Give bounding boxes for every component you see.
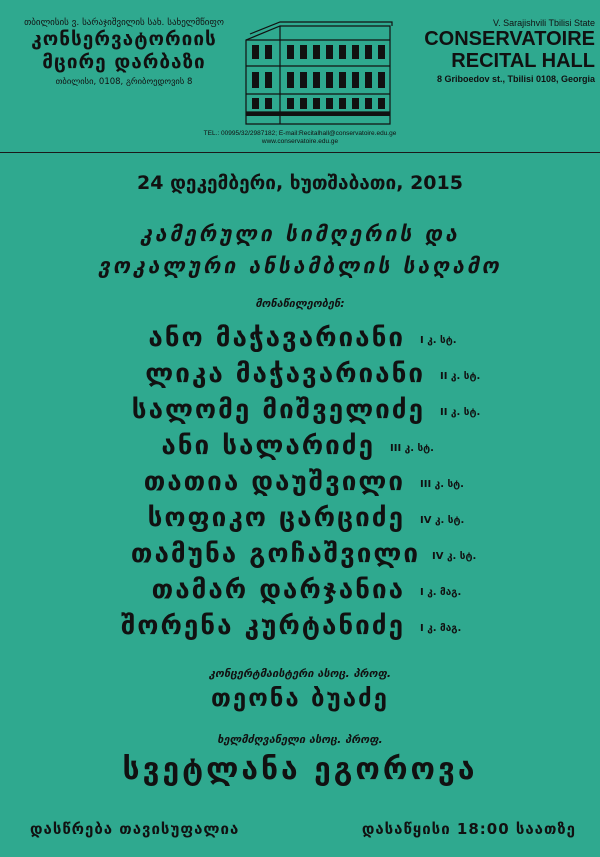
- building-logo-icon: [240, 14, 402, 126]
- performer-course: II კ. სტ.: [440, 407, 481, 418]
- accompanist-name: თეონა ბუაძე: [211, 684, 389, 712]
- performer-name: ანო მაჭავარიანი: [148, 323, 405, 353]
- performer-course: II კ. სტ.: [440, 371, 481, 382]
- event-title-line-1: კამერული სიმღერის და: [140, 222, 460, 246]
- event-date: 24 დეკემბერი, ხუთშაბათი, 2015: [137, 172, 463, 194]
- director-name: სვეტლანა ეგოროვა: [122, 752, 478, 787]
- performer-name: შორენა კურტანიძე: [120, 611, 405, 641]
- performer-row: [0, 575, 600, 611]
- header-divider: [0, 152, 600, 153]
- performer-course: I კ. სტ.: [420, 335, 457, 346]
- performer-course: I კ. მაგ.: [420, 587, 462, 598]
- performer-course: III კ. სტ.: [420, 479, 464, 490]
- header-contact-website: www.conservatoire.edu.ge: [261, 138, 339, 145]
- performer-name: თამარ დარჯანია: [151, 575, 405, 605]
- performer-course: IV კ. სტ.: [432, 551, 477, 562]
- header-left-title-2: მცირე დარბაზი: [42, 51, 206, 73]
- performer-row: [0, 467, 600, 503]
- header-right-address: 8 Griboedov st., Tbilisi 0108, Georgia: [436, 74, 595, 84]
- performer-name: თამუნა გოჩაშვილი: [130, 539, 420, 569]
- participants-label: მონაწილეობენ:: [255, 297, 345, 310]
- event-title-line-2: ვოკალური ანსამბლის საღამო: [98, 254, 502, 278]
- performer-name: თათია დაუშვილი: [143, 467, 405, 497]
- header-left-block: [14, 18, 234, 87]
- header: [0, 0, 600, 152]
- performer-name: ანი სალარიძე: [161, 431, 375, 461]
- header-right-title-2: RECITAL HALL: [451, 50, 595, 72]
- accompanist-role: კონცერტმაისტერი ასოც. პროფ.: [208, 667, 392, 680]
- performer-row: [0, 323, 600, 359]
- header-contact-phone-email: TEL.: 00995/32/2987182; E-mail:Recitalhall@conservatoire.edu.ge: [203, 130, 397, 137]
- performer-row: [0, 539, 600, 575]
- header-left-title-1: კონსერვატორიის: [31, 28, 217, 50]
- header-left-subtitle: თბილისის ვ. სარაჯიშვილის სახ. სახელმწიფო: [24, 18, 224, 28]
- performer-name: სალომე მიშველიძე: [131, 395, 425, 425]
- header-left-address: თბილისი, 0108, გრიბოედოვის 8: [55, 77, 193, 87]
- performer-name: სოფიკო ცარციძე: [147, 503, 405, 533]
- footer-start-time: დასაწყისი 18:00 საათზე: [361, 820, 576, 838]
- performer-course: I კ. მაგ.: [420, 623, 462, 634]
- performer-name: ლიკა მაჭავარიანი: [145, 359, 425, 389]
- header-right-subtitle: V. Sarajishvili Tbilisi State: [492, 18, 595, 28]
- footer-entry: დასწრება თავისუფალია: [30, 820, 240, 838]
- performer-row: [0, 395, 600, 431]
- header-right-title-1: CONSERVATOIRE: [424, 28, 595, 50]
- performer-row: [0, 503, 600, 539]
- director-role: ხელმძღვანელი ასოც. პროფ.: [217, 733, 383, 746]
- performer-row: [0, 431, 600, 467]
- performer-course: IV კ. სტ.: [420, 515, 465, 526]
- performer-course: III კ. სტ.: [390, 443, 434, 454]
- header-right-block: [400, 18, 595, 84]
- performer-row: [0, 359, 600, 395]
- header-contact: [150, 130, 450, 146]
- performer-row: [0, 611, 600, 647]
